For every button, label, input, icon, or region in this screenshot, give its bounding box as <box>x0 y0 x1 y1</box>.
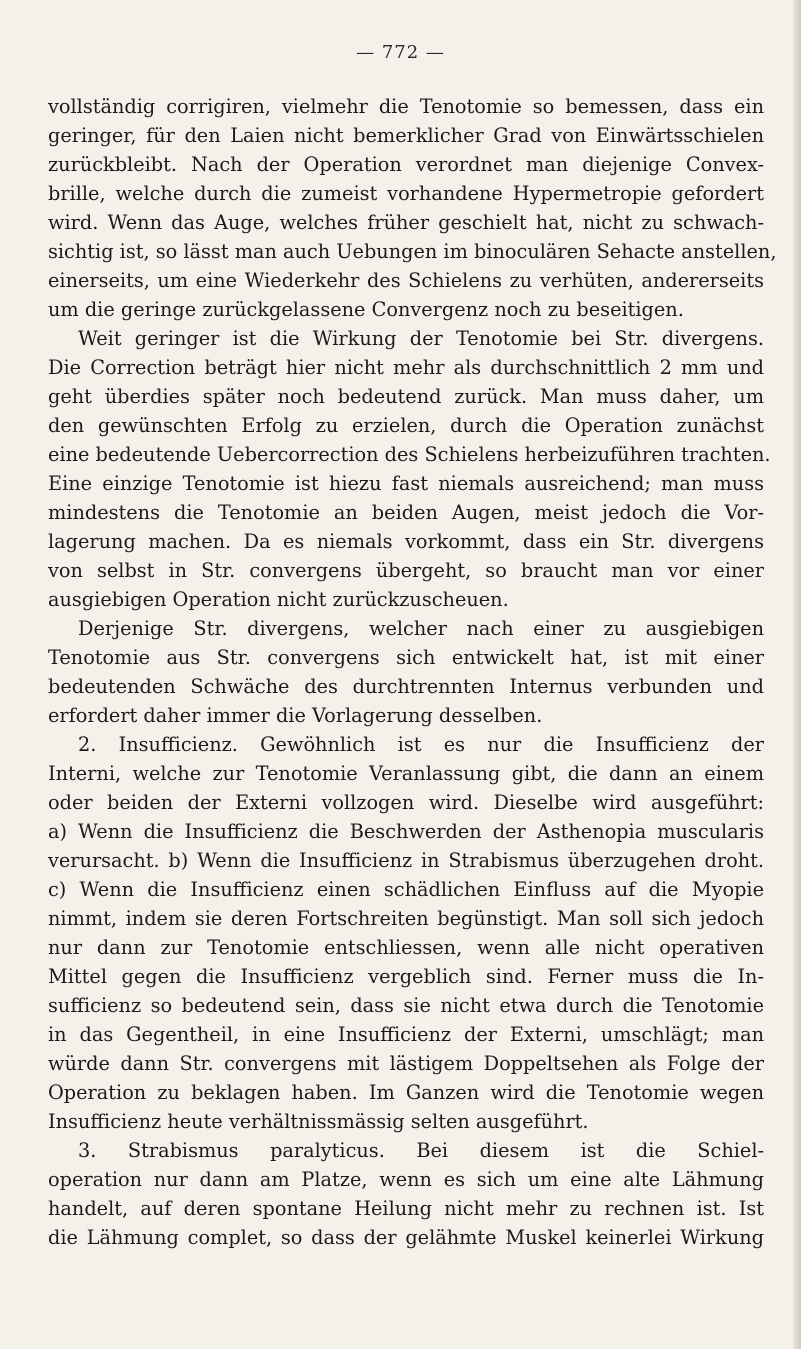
text-line: wird. Wenn das Auge, welches früher geschielt hat, nicht zu schwach- <box>48 211 764 234</box>
text-line: zurückbleibt. Nach der Operation verordnet man diejenige Convex- <box>48 153 764 176</box>
text-line: bedeutenden Schwäche des durchtrennten Internus verbunden und <box>48 675 764 698</box>
text-line: Mittel gegen die Insufficienz vergeblich sind. Ferner muss die In- <box>48 965 764 988</box>
page-body <box>48 92 777 1252</box>
text-line: Die Correction beträgt hier nicht mehr als durchschnittlich 2 mm und <box>48 356 764 379</box>
text-line: brille, welche durch die zumeist vorhandene Hypermetropie gefordert <box>48 182 764 205</box>
text-line: eine bedeutende Uebercorrection des Schielens herbeizuführen trachten. <box>48 443 771 466</box>
text-line: ausgiebigen Operation nicht zurückzuscheuen. <box>48 588 509 611</box>
text-line: mindestens die Tenotomie an beiden Augen, meist jedoch die Vor- <box>48 501 764 524</box>
text-line: Weit geringer ist die Wirkung der Tenotomie bei Str. divergens. <box>78 327 764 350</box>
text-line: Insufficienz heute verhältnissmässig selten ausgeführt. <box>48 1110 589 1133</box>
text-line: lagerung machen. Da es niemals vorkommt, dass ein Str. divergens <box>48 530 764 553</box>
text-line: 3. Strabismus paralyticus. Bei diesem ist die Schiel- <box>78 1139 764 1162</box>
text-line: um die geringe zurückgelassene Convergenz noch zu beseitigen. <box>48 298 684 321</box>
text-line: würde dann Str. convergens mit lästigem Doppeltsehen als Folge der <box>48 1052 764 1075</box>
text-line: oder beiden der Externi vollzogen wird. Dieselbe wird ausgeführt: <box>48 791 764 814</box>
text-line: Eine einzige Tenotomie ist hiezu fast niemals ausreichend; man muss <box>48 472 764 495</box>
page-edge-shadow <box>793 0 801 1349</box>
text-line: einerseits, um eine Wiederkehr des Schielens zu verhüten, andererseits <box>48 269 764 292</box>
text-line: Interni, welche zur Tenotomie Veranlassung gibt, die dann an einem <box>48 762 764 785</box>
text-line: verursacht. b) Wenn die Insufficienz in Strabismus überzugehen droht. <box>48 849 764 872</box>
text-line: handelt, auf deren spontane Heilung nicht mehr zu rechnen ist. Ist <box>48 1197 764 1220</box>
text-line: die Lähmung complet, so dass der gelähmte Muskel keinerlei Wirkung <box>48 1226 764 1249</box>
text-line: sufficienz so bedeutend sein, dass sie nicht etwa durch die Tenotomie <box>48 994 764 1017</box>
text-line: 2. Insufficienz. Gewöhnlich ist es nur die Insufficienz der <box>78 733 764 756</box>
text-line: nimmt, indem sie deren Fortschreiten begünstigt. Man soll sich jedoch <box>48 907 764 930</box>
text-line: vollständig corrigiren, vielmehr die Tenotomie so bemessen, dass ein <box>48 95 764 118</box>
text-line: sichtig ist, so lässt man auch Uebungen im binoculären Sehacte anstellen, <box>48 240 777 263</box>
text-line: den gewünschten Erfolg zu erzielen, durch die Operation zunächst <box>48 414 764 437</box>
text-line: geringer, für den Laien nicht bemerklicher Grad von Einwärtsschielen <box>48 124 764 147</box>
text-line: Tenotomie aus Str. convergens sich entwickelt hat, ist mit einer <box>48 646 764 669</box>
text-line: a) Wenn die Insufficienz die Beschwerden der Asthenopia muscularis <box>48 820 764 843</box>
text-line: c) Wenn die Insufficienz einen schädlichen Einfluss auf die Myopie <box>48 878 764 901</box>
text-line: operation nur dann am Platze, wenn es sich um eine alte Lähmung <box>48 1168 764 1191</box>
text-line: nur dann zur Tenotomie entschliessen, wenn alle nicht operativen <box>48 936 764 959</box>
page-number: — 772 — <box>356 42 445 63</box>
text-line: Derjenige Str. divergens, welcher nach einer zu ausgiebigen <box>78 617 764 640</box>
text-line: in das Gegentheil, in eine Insufficienz der Externi, umschlägt; man <box>48 1023 764 1046</box>
text-line: geht überdies später noch bedeutend zurück. Man muss daher, um <box>48 385 764 408</box>
text-line: Operation zu beklagen haben. Im Ganzen wird die Tenotomie wegen <box>48 1081 764 1104</box>
text-line: von selbst in Str. convergens übergeht, so braucht man vor einer <box>48 559 764 582</box>
text-line: erfordert daher immer die Vorlagerung desselben. <box>48 704 543 727</box>
